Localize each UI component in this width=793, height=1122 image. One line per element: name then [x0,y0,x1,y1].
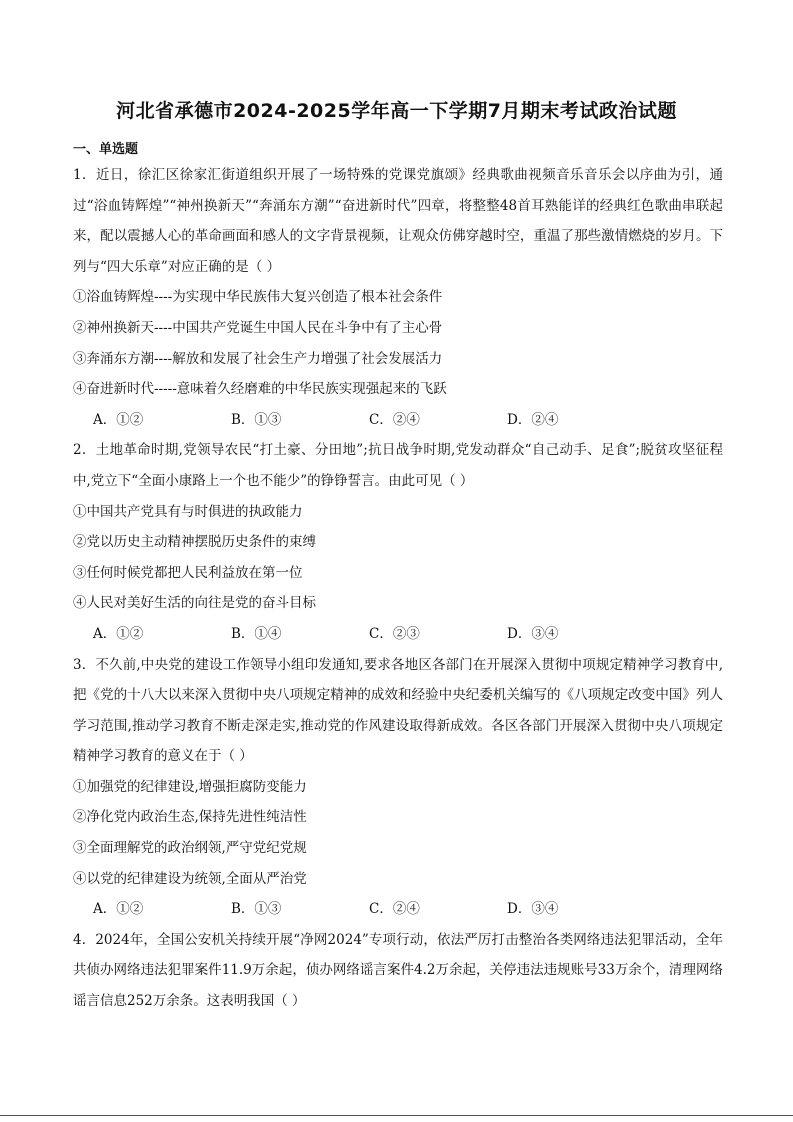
statement-3: ③全面理解党的政治纲领,严守党纪党规 [73,840,307,857]
option-a: A．①② [93,625,144,642]
option-d: D．③④ [507,901,559,918]
statement-3: ③任何时候党都把人民利益放在第一位 [73,564,303,581]
statement-1: ①加强党的纪律建设,增强拒腐防变能力 [73,778,307,795]
question-stem: 2．土地革命时期,党领导农民“打土豪、分田地”;抗日战争时期,党发动群众“自己动手、足食”;脱贫攻坚征程中,党立下“全面小康路上一个也不能少”的铮铮誓言。由此可见（ ） [73,442,723,489]
statement-2: ②党以历史主动精神摆脱历史条件的束缚 [73,534,316,551]
question-list [73,160,723,1017]
question-stem: 4．2024年，全国公安机关持续开展“净网2024”专项行动，依法严厉打击整治各类网络违法犯罪活动，全年共侦办网络违法犯罪案件11.9万余起，侦办网络谣言案件4.2万余起，关停违法违规账号33万余个，清理网络谣言信息252万余条。这表明我国（ ） [73,931,723,1010]
option-b: B．①③ [231,901,282,918]
option-b: B．①③ [231,411,282,428]
question-3 [73,650,723,925]
answer-options [73,894,723,925]
statement-4: ④以党的纪律建设为统领,全面从严治党 [73,870,307,887]
question-1 [73,160,723,435]
statement-4: ④人民对美好生活的向往是党的奋斗目标 [73,595,316,612]
statement-2: ②神州换新天----中国共产党诞生中国人民在斗争中有了主心骨 [73,319,443,336]
statement-1: ①浴血铸辉煌----为实现中华民族伟大复兴创造了根本社会条件 [73,289,443,306]
answer-options [73,619,723,650]
option-a: A．①② [93,411,144,428]
option-d: D．③④ [507,625,559,642]
option-b: B．①④ [231,625,282,642]
statement-4: ④奋进新时代-----意味着久经磨难的中华民族实现强起来的飞跃 [73,381,447,398]
page-bottom-divider [0,1115,793,1116]
option-c: C．②④ [369,901,420,918]
statement-1: ①中国共产党具有与时俱进的执政能力 [73,503,303,520]
option-d: D．②④ [507,411,559,428]
statement-3: ③奔涌东方潮----解放和发展了社会生产力增强了社会发展活力 [73,350,443,367]
question-stem: 3．不久前,中央党的建设工作领导小组印发通知,要求各地区各部门在开展深入贯彻中项规定精神学习教育中,把《党的十八大以来深入贯彻中央八项规定精神的成效和经验中央纪委机关编写的《八项规定改变中国》列人学习范围,推动学习教育不断走深走实,推动党的作风建设取得新成效。各区各部门开展深入贯彻中央八项规定精神学习教育的意义在于（ ） [73,656,723,765]
answer-options [73,405,723,436]
question-2 [73,435,723,649]
option-a: A．①② [93,901,144,918]
question-4 [73,925,723,1017]
option-c: C．②③ [369,625,420,642]
option-c: C．②④ [369,411,420,428]
page-title: 河北省承德市2024-2025学年高一下学期7月期末考试政治试题 [116,100,677,122]
statement-2: ②净化党内政治生态,保持先进性纯洁性 [73,809,307,826]
section-heading: 一、单选题 [73,142,139,157]
question-stem: 1．近日，徐汇区徐家汇街道组织开展了一场特殊的党课党旗颂》经典歌曲视频音乐音乐会以序曲为引，通过“浴血铸辉煌”“神州换新天”“奔涌东方潮”“奋进新时代”四章，将整整48首耳熟能详的经典红色歌曲串联起来，配以震撼人心的革命画面和感人的文字背景视频，让观众仿佛穿越时空，重温了那些激情燃烧的岁月。下列与“四大乐章”对应正确的是（ ） [73,167,723,275]
